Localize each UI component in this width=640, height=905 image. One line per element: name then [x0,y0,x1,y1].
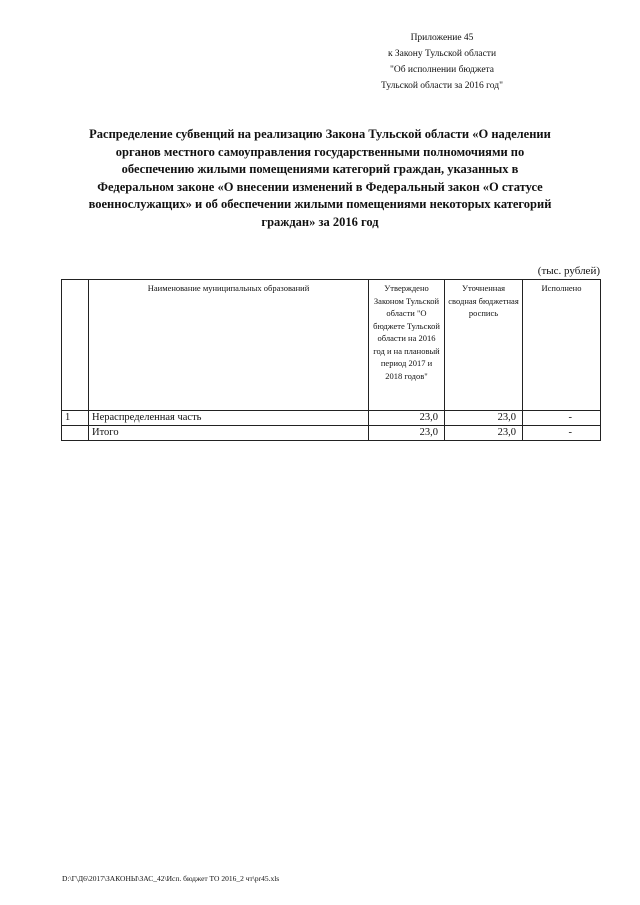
title-line-6: граждан» за 2016 год [261,214,379,229]
units-label: (тыс. рублей) [537,265,600,277]
appendix-line-2: к Закону Тульской области [387,49,497,59]
document-title [62,126,578,231]
appendix-line-4: Тульской области за 2016 год" [381,81,503,91]
title-line-3: обеспечению жилыми помещениями категорий граждан, указанных в [121,162,519,176]
title-line-2: органов местного самоуправления государственными полномочиями по [115,144,525,159]
header-executed: Исполнено [523,280,601,411]
total-num [62,426,89,441]
row-num: 1 [62,411,89,426]
appendix-line-3: "Об исполнении бюджета [389,65,495,75]
row-executed: - [523,411,601,426]
total-approved: 23,0 [369,426,445,441]
appendix-line-1: Приложение 45 [410,33,474,43]
title-line-5: военнослужащих» и об обеспечении жилыми помещениями некоторых категорий [88,197,552,211]
row-approved: 23,0 [369,411,445,426]
table-row [62,411,601,426]
subventions-table [61,279,601,441]
table-header-row [62,280,601,411]
total-executed: - [523,426,601,441]
table-total-row [62,426,601,441]
title-line-1: Распределение субвенций на реализацию Закона Тульской области «О наделении [89,127,551,141]
header-approved: Утверждено Законом Тульской области "О бюджете Тульской области на 2016 год и на плановый период 2017 и 2018 годов" [369,280,445,411]
total-refined: 23,0 [445,426,523,441]
appendix-block [332,30,552,94]
total-name: Итого [89,426,369,441]
header-refined: Уточненная сводная бюджетная роспись [445,280,523,411]
title-line-4: Федеральном законе «О внесении изменений в Федеральный закон «О статусе [97,179,543,194]
row-name: Нераспределенная часть [89,411,369,426]
header-municipality-name: Наименование муниципальных образований [89,280,369,411]
file-path-footer: D:\Г\Д6\2017\ЗАКОНЫ\ЗАС_42\Исп. бюджет ТО 2016_2 чт\pr45.xls [62,874,280,883]
row-refined: 23,0 [445,411,523,426]
header-num [62,280,89,411]
